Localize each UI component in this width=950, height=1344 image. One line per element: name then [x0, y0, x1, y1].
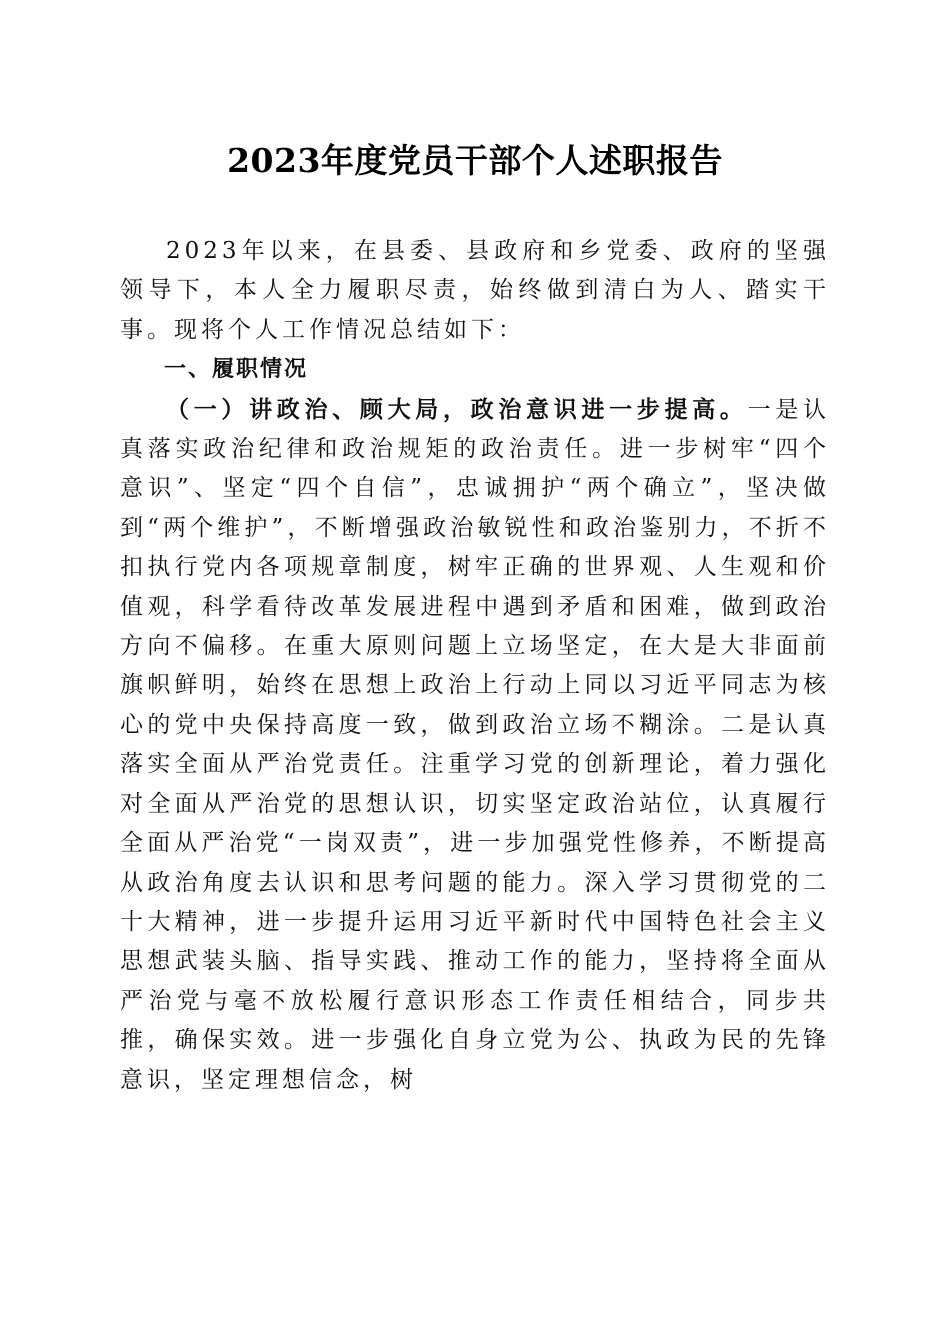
- intro-paragraph: 2023年以来，在县委、县政府和乡党委、政府的坚强领导下，本人全力履职尽责，始终做到清白为人、踏实干事。现将个人工作情况总结如下：: [120, 238, 830, 343]
- paragraph-body: 一是认真落实政治纪律和政治规矩的政治责任。进一步树牢“四个意识”、坚定“四个自信”，忠诚拥护“两个确立”，坚决做到“两个维护”，不断增强政治敏锐性和政治鉴别力，不折不扣执行党内各项规章制度，树牢正确的世界观、人生观和价值观，科学看待改革发展进程中遇到矛盾和困难，做到政治方向不偏移。在重大原则问题上立场坚定，在大是大非面前旗帜鲜明，始终在思想上政治上行动上同以习近平同志为核心的党中央保持高度一致，做到政治立场不糊涂。二是认真落实全面从严治党责任。注重学习党的创新理论，着力强化对全面从严治党的思想认识，切实坚定政治站位，认真履行全面从严治党“一岗双责”，进一步加强党性修养，不断提高从政治角度去认识和思考问题的能力。深入学习贯彻党的二十大精神，进一步提升运用习近平新时代中国特色社会主义思想武装头脑、指导实践、推动工作的能力，坚持将全面从严治党与毫不放松履行意识形态工作责任相结合，同步共推，确保实效。进一步强化自身立党为公、执政为民的先锋意识，坚定理想信念，树: [120, 396, 831, 1093]
- document-title: 2023年度党员干部个人述职报告: [227, 141, 723, 180]
- document-body: [120, 232, 830, 1100]
- paragraph-lead: （一）讲政治、顾大局，政治意识进一步提高。: [166, 395, 748, 423]
- section-paragraph: [120, 390, 830, 1100]
- section-heading: 一、履职情况: [164, 357, 309, 383]
